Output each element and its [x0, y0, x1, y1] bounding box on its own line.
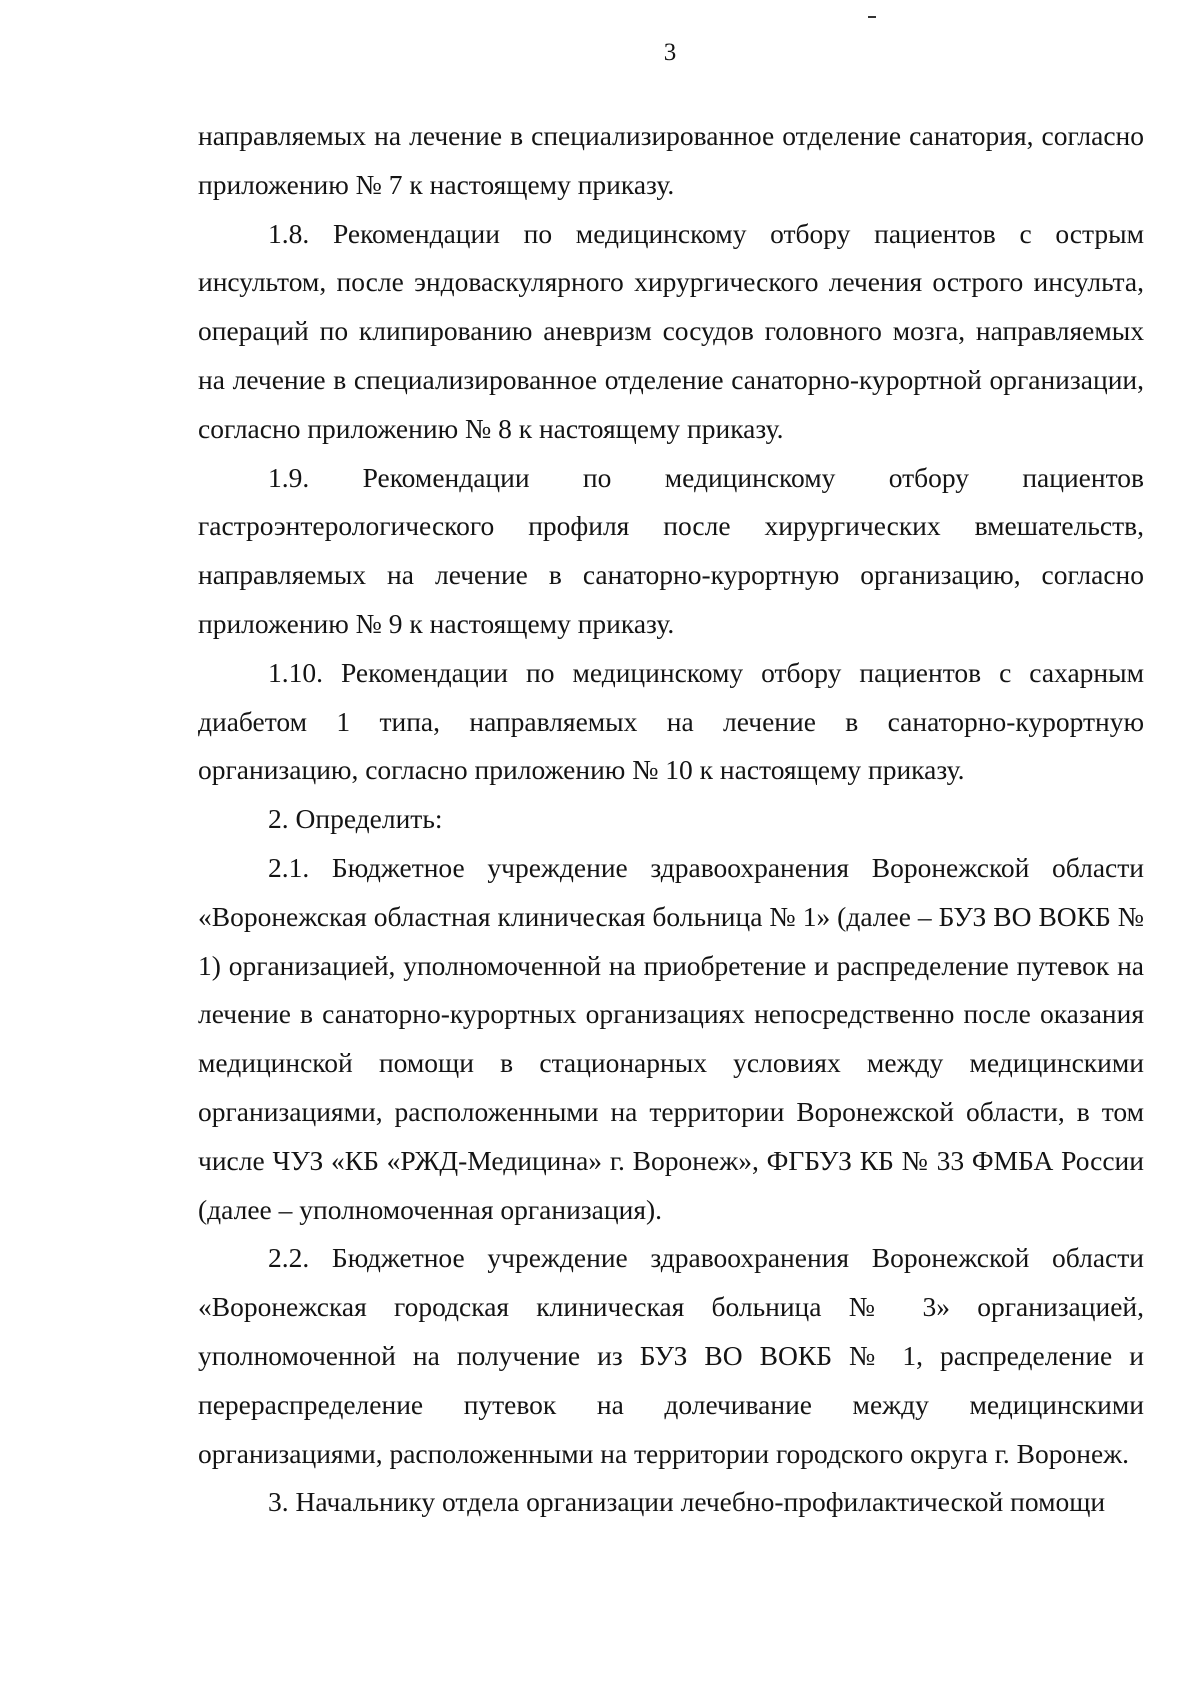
- scan-mark: [868, 16, 876, 18]
- page-number: 3: [663, 39, 677, 66]
- paragraph-1-10: 1.10. Рекомендации по медицинскому отбору пациентов с сахарным диабетом 1 типа, направляемых на лечение в санаторно-курортную организацию, согласно приложению № 10 к настоящему приказу.: [198, 656, 1144, 786]
- paragraph-2-2: 2.2. Бюджетное учреждение здравоохранения Воронежской области «Воронежская городская клиническая больница № 3» организацией, уполномоченной на получение из БУЗ ВО ВОКБ № 1, распределение и перераспределение путевок на долечивание между медицинскими организациями, расположенными на территории городского округа г. Воронеж.: [198, 1242, 1144, 1469]
- document-body: [198, 112, 1144, 1527]
- paragraph-continuation: направляемых на лечение в специализированное отделение санатория, согласно приложению № 7 к настоящему приказу.: [198, 120, 1144, 200]
- paragraph-1-9: 1.9. Рекомендации по медицинскому отбору пациентов гастроэнтерологического профиля после хирургических вмешательств, направляемых на лечение в санаторно-курортную организацию, согласно приложению № 9 к настоящему приказу.: [198, 461, 1144, 639]
- paragraph-1-8: 1.8. Рекомендации по медицинскому отбору пациентов с острым инсультом, после эндоваскулярного хирургического лечения острого инсульта, операций по клипированию аневризм сосудов головного мозга, направляемых на лечение в специализированное отделение санаторно-курортной организации, согласно приложению № 8 к настоящему приказу.: [198, 217, 1144, 444]
- paragraph-2: 2. Определить:: [268, 803, 443, 835]
- paragraph-3: 3. Начальнику отдела организации лечебно-профилактической помощи: [268, 1486, 1106, 1518]
- paragraph-2-1: 2.1. Бюджетное учреждение здравоохранения Воронежской области «Воронежская областная клиническая больница № 1» (далее – БУЗ ВО ВОКБ № 1) организацией, уполномоченной на приобретение и распределение путевок на лечение в санаторно-курортных организациях непосредственно после оказания медицинской помощи в стационарных условиях между медицинскими организациями, расположенными на территории Воронежской области, в том числе ЧУЗ «КБ «РЖД-Медицина» г. Воронеж», ФГБУЗ КБ № 33 ФМБА России (далее – уполномоченная организация).: [198, 851, 1144, 1225]
